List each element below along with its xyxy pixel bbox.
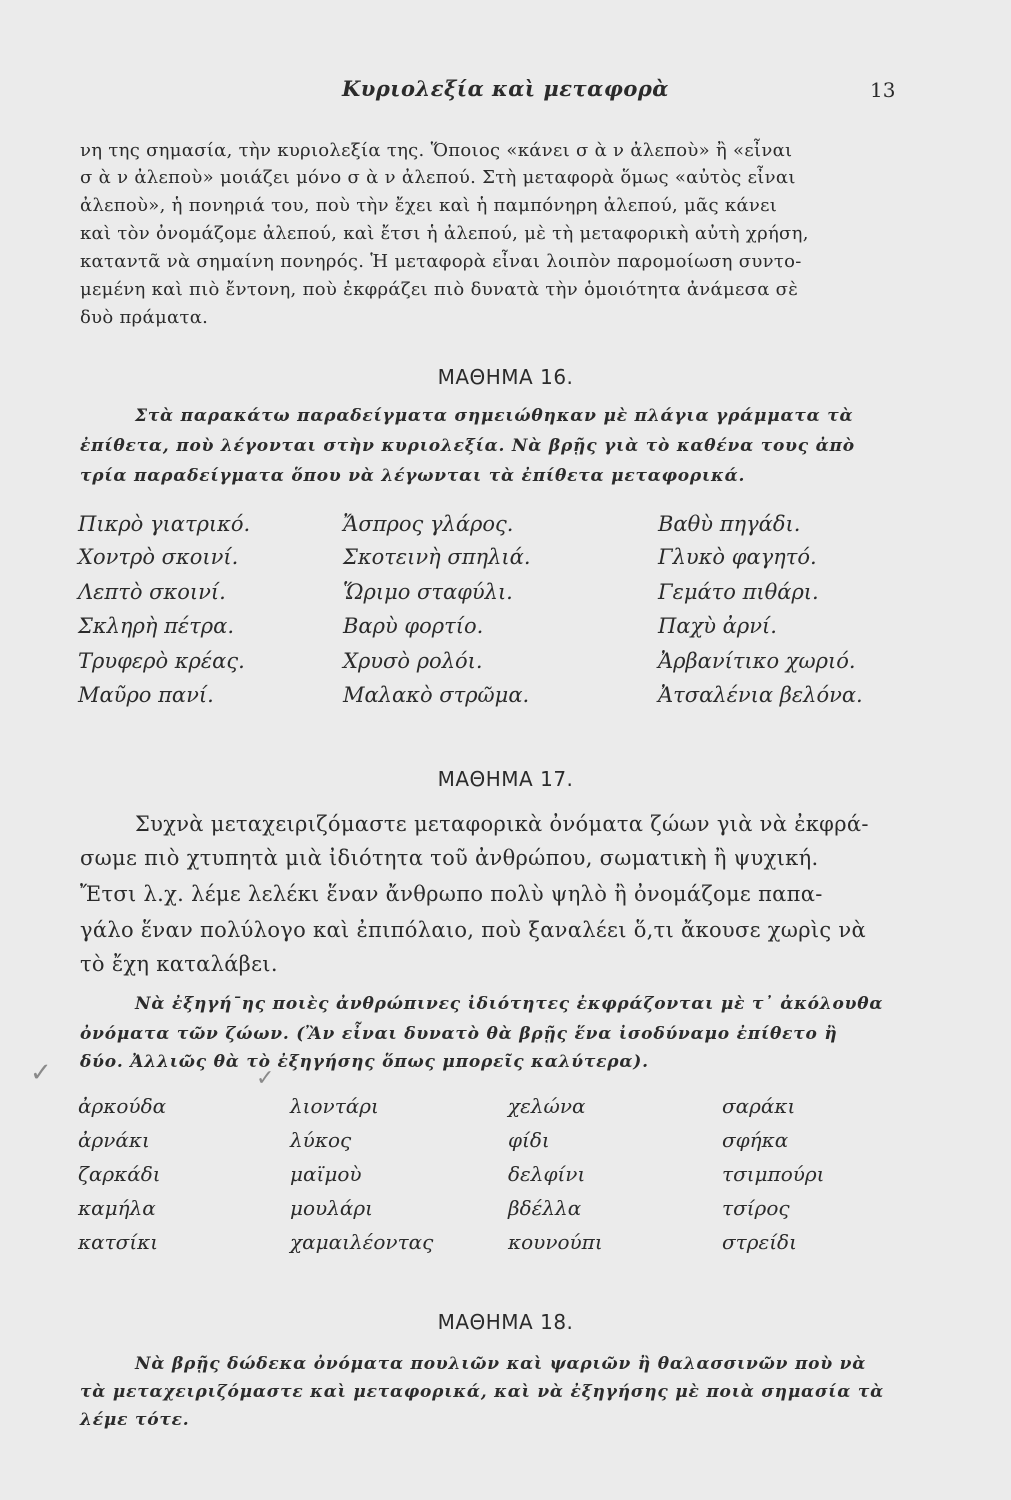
body-line: Συχνὰ μεταχειριζόμαστε μεταφορικὰ ὀνόματα ζώων γιὰ νὰ ἐκφρά-	[135, 812, 869, 836]
example-item: Ἀτσαλένια βελόνα.	[658, 683, 863, 707]
instruction-line: Νὰ βρῇς δώδεκα ὀνόματα πουλιῶν καὶ ψαριῶν ἢ θαλασσινῶν ποὺ νὰ	[135, 1354, 867, 1374]
body-line: τὸ ἔχη καταλάβει.	[80, 952, 278, 976]
instruction-line: Στὰ παρακάτω παραδείγματα σημειώθηκαν μὲ πλάγια γράμματα τὰ	[135, 406, 854, 426]
running-header-title: Κυριολεξία καὶ μεταφορὰ	[342, 76, 669, 101]
animal-word: τσίρος	[722, 1196, 790, 1220]
animal-word: στρείδι	[722, 1230, 797, 1254]
example-item: Ὥριμο σταφύλι.	[343, 580, 513, 604]
intro-line: καταντᾶ νὰ σημαίνη πονηρός. Ἡ μεταφορὰ εἶναι λοιπὸν παρομοίωση συντο-	[80, 251, 802, 272]
lesson-16-heading: ΜΑΘΗΜΑ 16.	[437, 365, 574, 389]
intro-line: καὶ τὸν ὀνομάζομε ἀλεπού, καὶ ἔτσι ἡ ἀλεπού, μὲ τὴ μεταφορικὴ αὐτὴ χρήση,	[80, 223, 809, 244]
instruction-line: ὀνόματα τῶν ζώων. (Ἂν εἶναι δυνατὸ θὰ βρῇς ἕνα ἰσοδύναμο ἐπίθετο ἢ	[80, 1024, 838, 1044]
instruction-line: λέμε τότε.	[80, 1410, 190, 1430]
animal-word: δελφίνι	[508, 1162, 586, 1186]
animal-word: λύκος	[290, 1128, 352, 1152]
pencil-check-mark: ✓	[30, 1058, 52, 1088]
example-item: Ἄσπρος γλάρος.	[343, 512, 514, 536]
animal-word: σαράκι	[722, 1094, 796, 1118]
animal-word: φίδι	[508, 1128, 550, 1152]
instruction-line: ἐπίθετα, ποὺ λέγονται στὴν κυριολεξία. Νὰ βρῇς γιὰ τὸ καθένα τους ἀπὸ	[80, 436, 855, 456]
example-item: Τρυφερὸ κρέας.	[78, 649, 245, 673]
example-item: Μαῦρο πανί.	[78, 683, 214, 707]
animal-word: ἀρνάκι	[78, 1128, 150, 1152]
body-line: Ἔτσι λ.χ. λέμε λελέκι ἕναν ἄνθρωπο πολὺ ψηλὸ ἢ ὀνομάζομε παπα-	[80, 882, 823, 906]
example-item: Σκοτεινὴ σπηλιά.	[343, 545, 531, 569]
instruction-line: Νὰ ἐξηγή¯ης ποιὲς ἀνθρώπινες ἰδιότητες ἐκφράζονται μὲ τ᾽ ἀκόλουθα	[135, 994, 884, 1014]
animal-word: σφήκα	[722, 1128, 789, 1152]
intro-line: δυὸ πράματα.	[80, 307, 209, 328]
example-item: Πικρὸ γιατρικό.	[78, 512, 251, 536]
body-line: γάλο ἕναν πολύλογο καὶ ἐπιπόλαιο, ποὺ ξαναλέει ὅ,τι ἄκουσε χωρὶς νὰ	[80, 918, 866, 942]
example-item: Λεπτὸ σκοινί.	[78, 580, 226, 604]
example-item: Βαθὺ πηγάδι.	[658, 512, 801, 536]
lesson-17-heading: ΜΑΘΗΜΑ 17.	[437, 767, 574, 791]
instruction-line: δύο. Ἀλλιῶς θὰ τὸ ἐξηγήσης ὅπως μπορεῖς καλύτερα).	[80, 1052, 649, 1072]
animal-word: μαϊμοὺ	[290, 1162, 362, 1186]
example-item: Μαλακὸ στρῶμα.	[343, 683, 530, 707]
animal-word: λιοντάρι	[290, 1094, 379, 1118]
pencil-check-mark: ✓	[256, 1066, 275, 1091]
animal-word: βδέλλα	[508, 1196, 582, 1220]
animal-word: ζαρκάδι	[78, 1162, 161, 1186]
animal-word: χαμαιλέοντας	[290, 1230, 434, 1254]
example-item: Γεμάτο πιθάρι.	[658, 580, 819, 604]
instruction-line: τρία παραδείγματα ὅπου νὰ λέγωνται τὰ ἐπίθετα μεταφορικά.	[80, 466, 746, 486]
animal-word: καμήλα	[78, 1196, 156, 1220]
example-item: Ἀρβανίτικο χωριό.	[658, 649, 856, 673]
animal-word: τσιμπούρι	[722, 1162, 825, 1186]
lesson-18-heading: ΜΑΘΗΜΑ 18.	[437, 1310, 574, 1334]
example-item: Σκληρὴ πέτρα.	[78, 614, 235, 638]
animal-word: μουλάρι	[290, 1196, 373, 1220]
example-item: Γλυκὸ φαγητό.	[658, 545, 817, 569]
intro-line: σ ὰ ν ἀλεποὺ» μοιάζει μόνο σ ὰ ν ἀλεπού. Στὴ μεταφορὰ ὅμως «αὐτὸς εἶναι	[80, 167, 796, 188]
intro-line: ἀλεποὺ», ἡ πονηριά του, ποὺ τὴν ἔχει καὶ ἡ παμπόνηρη ἀλεπού, μᾶς κάνει	[80, 195, 778, 216]
page-number: 13	[870, 78, 896, 102]
animal-word: κουνούπι	[508, 1230, 603, 1254]
intro-line: νη της σημασία, τὴν κυριολεξία της. Ὅποιος «κάνει σ ὰ ν ἀλεποὺ» ἢ «εἶναι	[80, 140, 793, 161]
example-item: Βαρὺ φορτίο.	[343, 614, 484, 638]
example-item: Χρυσὸ ρολόι.	[343, 649, 483, 673]
animal-word: κατσίκι	[78, 1230, 159, 1254]
example-item: Χοντρὸ σκοινί.	[78, 545, 239, 569]
example-item: Παχὺ ἀρνί.	[658, 614, 777, 638]
animal-word: ἀρκούδα	[78, 1094, 167, 1118]
intro-line: μεμένη καὶ πιὸ ἔντονη, ποὺ ἐκφράζει πιὸ δυνατὰ τὴν ὁμοιότητα ἀνάμεσα σὲ	[80, 279, 799, 300]
body-line: σωμε πιὸ χτυπητὰ μιὰ ἰδιότητα τοῦ ἀνθρώπου, σωματικὴ ἢ ψυχική.	[80, 846, 819, 870]
instruction-line: τὰ μεταχειριζόμαστε καὶ μεταφορικά, καὶ νὰ ἐξηγήσης μὲ ποιὰ σημασία τὰ	[80, 1382, 885, 1402]
animal-word: χελώνα	[508, 1094, 586, 1118]
